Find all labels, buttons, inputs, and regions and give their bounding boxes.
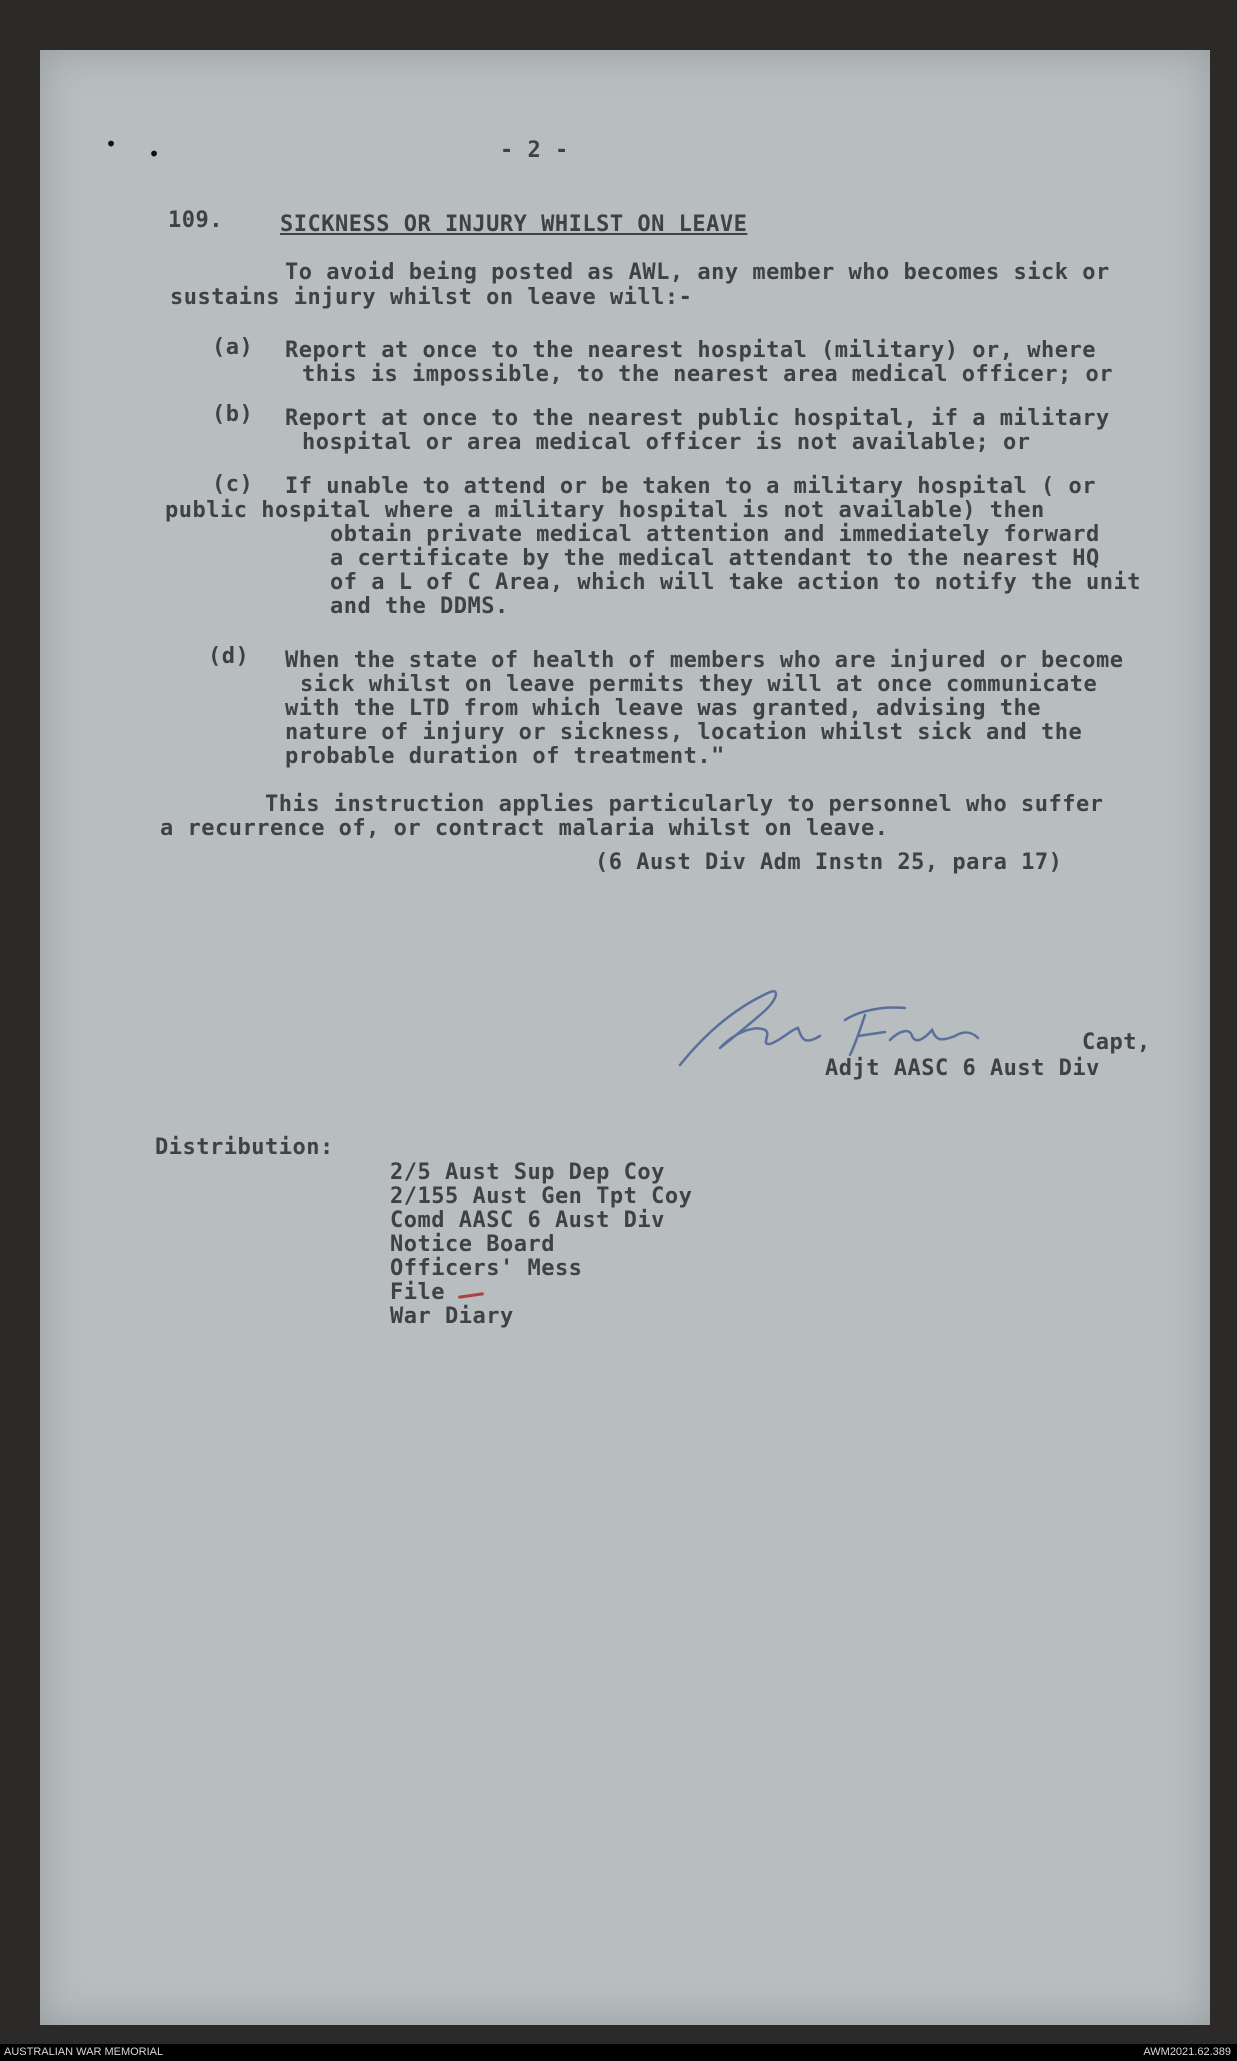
distribution-label: Distribution: (155, 1135, 334, 1160)
item-label: (d) (208, 644, 250, 669)
item-text: When the state of health of members who are injured or become (285, 648, 1124, 673)
distribution-item: Officers' Mess (390, 1256, 583, 1281)
item-text: hospital or area medical officer is not available; or (302, 430, 1031, 455)
intro-line: To avoid being posted as AWL, any member who becomes sick or (285, 260, 1110, 285)
item-text: probable duration of treatment." (285, 744, 725, 769)
item-label: (a) (212, 335, 254, 360)
distribution-item: 2/5 Aust Sup Dep Coy (390, 1160, 665, 1185)
document-page (40, 50, 1210, 2025)
item-text: Report at once to the nearest public hospital, if a military (285, 406, 1110, 431)
item-label: (c) (212, 472, 254, 497)
punch-mark-icon: • (105, 132, 118, 156)
item-label: (b) (212, 402, 254, 427)
closing-line: This instruction applies particularly to personnel who suffer (265, 792, 1104, 817)
signatory-appointment: Adjt AASC 6 Aust Div (825, 1056, 1100, 1081)
item-text: If unable to attend or be taken to a military hospital ( or (285, 474, 1096, 499)
item-text: this is impossible, to the nearest area medical officer; or (302, 362, 1113, 387)
item-text: sick whilst on leave permits they will at once communicate (300, 672, 1098, 697)
distribution-item: File (390, 1280, 445, 1305)
section-number: 109. (168, 208, 223, 233)
item-text: nature of injury or sickness, location whilst sick and the (285, 720, 1083, 745)
section-title: SICKNESS OR INJURY WHILST ON LEAVE (280, 212, 748, 237)
item-text: and the DDMS. (330, 594, 509, 619)
reference: (6 Aust Div Adm Instn 25, para 17) (595, 850, 1063, 875)
item-text: public hospital where a military hospital is not available) then (165, 498, 1045, 523)
distribution-item: Comd AASC 6 Aust Div (390, 1208, 665, 1233)
intro-line: sustains injury whilst on leave will:- (170, 285, 693, 310)
distribution-item: 2/155 Aust Gen Tpt Coy (390, 1184, 693, 1209)
signatory-rank: Capt, (1082, 1030, 1151, 1055)
distribution-item: Notice Board (390, 1232, 555, 1257)
archive-footer (0, 2044, 1237, 2061)
page-number: - 2 - (500, 138, 569, 163)
footer-right: AWM2021.62.389 (1143, 2046, 1231, 2058)
item-text: with the LTD from which leave was granted, advising the (285, 696, 1041, 721)
distribution-item: War Diary (390, 1304, 514, 1329)
punch-mark-icon: • (148, 142, 161, 166)
item-text: obtain private medical attention and immediately forward (330, 522, 1100, 547)
red-tick-mark (458, 1292, 484, 1299)
footer-left: AUSTRALIAN WAR MEMORIAL (4, 2046, 164, 2058)
item-text: Report at once to the nearest hospital (military) or, where (285, 338, 1096, 363)
closing-line: a recurrence of, or contract malaria whilst on leave. (160, 816, 889, 841)
item-text: a certificate by the medical attendant to the nearest HQ (330, 546, 1100, 571)
item-text: of a L of C Area, which will take action to notify the unit (330, 570, 1141, 595)
